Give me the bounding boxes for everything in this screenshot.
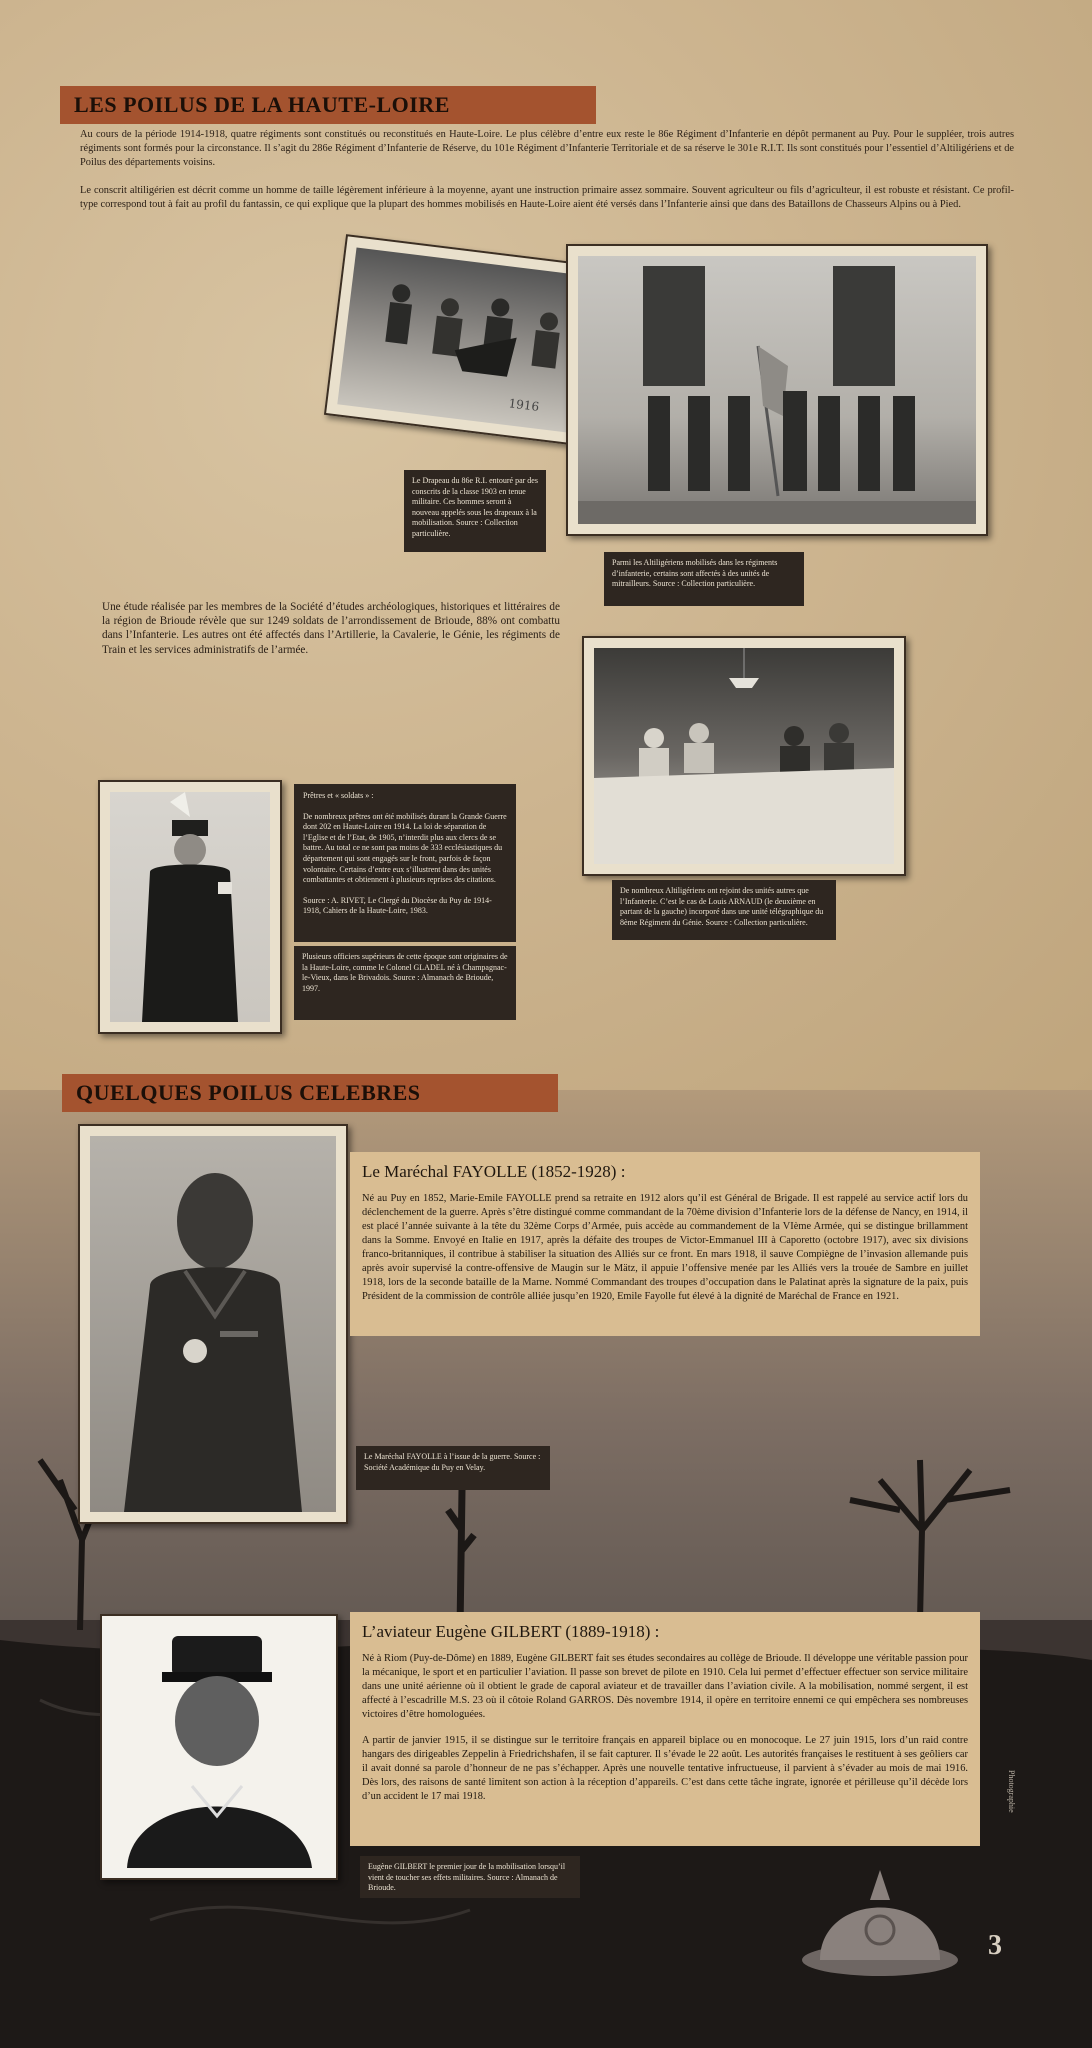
page-number: 3 (988, 1930, 1002, 1961)
fayolle-portrait-photo (78, 1124, 348, 1524)
section-title-poilus-haute-loire: LES POILUS DE LA HAUTE-LOIRE (60, 86, 596, 124)
fayolle-heading: Le Maréchal FAYOLLE (1852-1928) : (362, 1162, 626, 1181)
caption-fayolle: Le Maréchal FAYOLLE à l’issue de la guerre. Source : Société Académique du Puy en Velay. (356, 1446, 550, 1490)
intro-paragraph-2: Le conscrit altiligérien est décrit comme un homme de taille légèrement inférieure à la moyenne, ayant une instruction primaire assez sommaire. Souvent agriculteur ou fils d’agriculteur, il est robuste et résistant. Ce profil-type correspond tout à fait au profil du fantassin, ce qui explique que la plupart des hommes mobilisés en Haute-Loire aient été versés dans l’Infanterie ainsi que dans des Bataillons de Chasseurs Alpins ou à Pied. (80, 185, 1014, 211)
caption-priests (294, 784, 516, 942)
gilbert-biography-2: A partir de janvier 1915, il se distingue sur le territoire français en appareil biplace ou en monocoque. Le 27 juin 1915, lors d’un raid contre hangars des dirigeables Zeppelin à Friedrichshafen, il se fait capturer. Il s’évade le 22 août. Les autorités françaises le restituent à ses geôliers car il avait donné sa parole d’honneur de ne pas s’échapper. Après une nouvelle tentative infructueuse, il parvient à s’évader au mois de mai 1916. Dès lors, des raisons de santé limitent son action à la réception d’appareils. C’est dans cette tâche ingrate, ignorée et périlleuse qu’il décède lors d’un accident le 17 mai 1918. (362, 1735, 968, 1802)
gilbert-portrait-photo (100, 1614, 338, 1880)
caption-officers: Plusieurs officiers supérieurs de cette époque sont originaires de la Haute-Loire, comme le Colonel GLADEL né à Champagnac-le-Vieux, dans le Brivadois. Source : Almanach de Brioude, 1997. (294, 946, 516, 1020)
caption-priests-title: Prêtres et « soldats » : (303, 791, 374, 800)
photo-inscription: 1916 (507, 396, 540, 414)
regiment-flag-photo (566, 244, 988, 536)
section-title-poilus-celebres: QUELQUES POILUS CELEBRES (62, 1074, 558, 1112)
tree-stump (440, 1490, 480, 1630)
study-paragraph: Une étude réalisée par les membres de la Société d’études archéologiques, historiques et littéraires de la région de Brioude révèle que sur 1249 soldats de l’arrondissement de Brioude, 88% ont combattu dans l’Infanterie. Les autres ont été affectés dans l’Artillerie, la Cavalerie, le Génie, les régiments de Train et les services administratifs de l’armée. (102, 601, 560, 656)
caption-priests-source: Source : A. RIVET, Le Clergé du Diocèse du Puy de 1914-1918, Cahiers de la Haute-Loire, 1983. (303, 895, 492, 916)
gilbert-heading: L’aviateur Eugène GILBERT (1889-1918) : (362, 1622, 660, 1641)
caption-telegraph-unit: De nombreux Altiligériens ont rejoint des unités autres que l’Infanterie. C’est le cas de Louis ARNAUD (le deuxième en partant de la gauche) incorporé dans une unité télégraphique du 8ème Régiment du Génie. Source : Collection particulière. (612, 880, 836, 940)
fayolle-panel (350, 1152, 980, 1336)
gilbert-biography-1: Né à Riom (Puy-de-Dôme) en 1889, Eugène GILBERT fait ses études secondaires au collège de Brioude. Il développe une véritable passion pour la mécanique, le sport et en particulier l’aviation. Il passe son brevet de pilote en 1910. Cela lui permet d’effectuer effectuer son service militaire dans une unité aérienne où il obtient le grade de caporal aviateur et de travailler dans l’aviation civile. A la mobilisation, nommé sergent, il est affecté à l’escadrille M.S. 23 où il côtoie Roland GARROS. Dès novembre 1914, il opère en territoire ennemi ce qui empêchera ses nombreuses victoires d’être homologuées. (362, 1653, 968, 1720)
officer-portrait-photo (98, 780, 282, 1034)
photo-credit: Photographie (1007, 1770, 1016, 1813)
caption-machine-gunners: Parmi les Altiligériens mobilisés dans les régiments d’infanterie, certains sont affectés à des unités de mitrailleurs. Source : Collection particulière. (604, 552, 804, 606)
adrian-helmet-icon (800, 1860, 960, 1980)
caption-priests-body: De nombreux prêtres ont été mobilisés durant la Grande Guerre dont 202 en Haute-Loire en 1914. La loi de séparation de l’Eglise et de l’Etat, de 1905, n’interdit plus aux clercs de se battre. Au total ce ne sont pas moins de 333 ecclésiastiques du département qui sont engagés sur le front, parfois de façon volontaire. Certains d’entre eux s’illustrent dans des unités combattantes et obtiennent à plusieurs reprises des citations. (303, 811, 507, 885)
gilbert-panel (350, 1612, 980, 1846)
fayolle-biography: Né au Puy en 1852, Marie-Emile FAYOLLE prend sa retraite en 1912 alors qu’il est Général de Brigade. Il est rappelé au service actif lors du déclenchement de la guerre. Après s’être distingué comme commandant de la 70ème division d’Infanterie lors de la défense de Nancy, en 1914, il est placé l’année suivante à la tête du 32ème Corps d’Armée, puis accède au commandement de la VIème Armée, qui se distingue brillamment dans la Somme. Envoyé en Italie en 1917, après la défaite des troupes de Victor-Emmanuel III à Caporetto (octobre 1917), avec six divisions franco-britanniques, il contribue à stabiliser la situation des Alliés sur ce front. En mars 1918, il sauve Compiègne de l’invasion allemande puis après avoir supervisé la contre-offensive de Maugin sur le Mätz, il appuie l’offensive menée par les Alliés vers la trouée de Sambre en juillet 1918, lors de la seconde bataille de la Marne. Nommé Commandant des troupes d’occupation dans le Palatinat après la signature de la paix, puis Président de la commission de contrôle alliée jusqu’en 1920, Emile Fayolle fut élevé à la dignité de Maréchal de France en 1921. (362, 1193, 968, 1302)
dead-tree-right (820, 1440, 1020, 1620)
caption-gilbert: Eugène GILBERT le premier jour de la mobilisation lorsqu’il vient de toucher ses effets militaires. Source : Almanach de Brioude. (360, 1856, 580, 1898)
telegraph-unit-photo (582, 636, 906, 876)
caption-flag: Le Drapeau du 86e R.I. entouré par des conscrits de la classe 1903 en tenue militaire. Ces hommes seront à nouveau appelés sous les drapeaux à la mobilisation. Source : Collection particulière. (404, 470, 546, 552)
intro-paragraph-1: Au cours de la période 1914-1918, quatre régiments sont constitués ou reconstitués en Haute-Loire. Le plus célèbre d’entre eux reste le 86e Régiment d’Infanterie en dépôt permanent au Puy. Pour le suppléer, trois autres régiments sont formés pour la circonstance. Il s’agit du 286e Régiment d’Infanterie de Réserve, du 101e Régiment d’Infanterie Territoriale et de sa réserve le 301e R.I.T. Ils sont constitués pour l’essentiel d’Altiligériens et de Poilus des départements voisins. (80, 129, 1014, 169)
